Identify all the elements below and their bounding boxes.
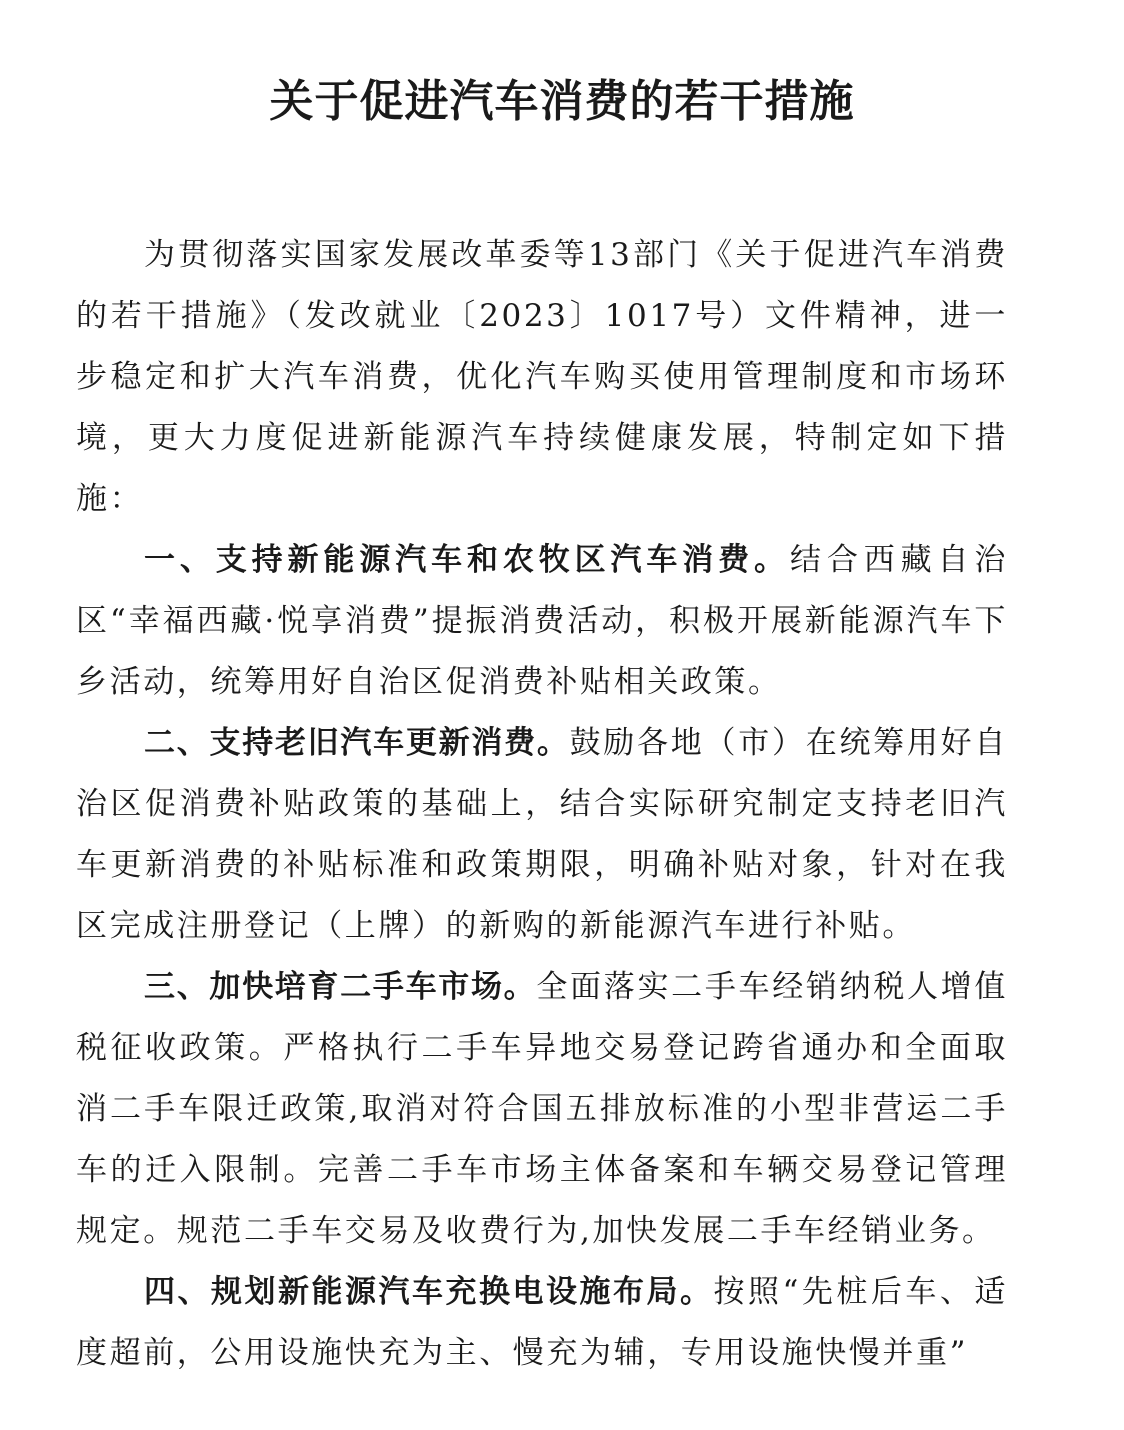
intro-paragraph: 为贯彻落实国家发展改革委等13部门《关于促进汽车消费的若干措施》（发改就业〔2023〕1017号）文件精神，进一步稳定和扩大汽车消费，优化汽车购买使用管理制度和市场环境，更大力度促进新能源汽车持续健康发展，特制定如下措施： xyxy=(76,237,1008,517)
section-1-heading: 一、支持新能源汽车和农牧区汽车消费。 xyxy=(144,542,790,578)
section-3-text: 全面落实二手车经销纳税人增值税征收政策。严格执行二手车异地交易登记跨省通办和全面取消二手车限迁政策,取消对符合国五排放标准的小型非营运二手车的迁入限制。完善二手车市场主体备案和车辆交易登记管理规定。规范二手车交易及收费行为,加快发展二手车经销业务。 xyxy=(76,969,1009,1249)
document-title: 关于促进汽车消费的若干措施 xyxy=(269,76,855,127)
section-4-text: 按照“先桩后车、适度超前，公用设施快充为主、慢充为辅，专用设施快慢并重” xyxy=(76,1274,1008,1371)
section-3-paragraph xyxy=(76,957,1008,1262)
section-1-paragraph xyxy=(76,530,1008,713)
section-2-paragraph xyxy=(76,713,1008,957)
section-4-heading: 四、规划新能源汽车充换电设施布局。 xyxy=(144,1274,714,1310)
section-4-paragraph xyxy=(76,1262,1008,1384)
section-1-text: 结合西藏自治区“幸福西藏·悦享消费”提振消费活动，积极开展新能源汽车下乡活动，统筹用好自治区促消费补贴相关政策。 xyxy=(76,542,1008,700)
document-body xyxy=(76,225,1008,1384)
section-2-heading: 二、支持老旧汽车更新消费。 xyxy=(144,725,570,761)
section-3-heading: 三、加快培育二手车市场。 xyxy=(144,969,537,1005)
section-2-text: 鼓励各地（市）在统筹用好自治区促消费补贴政策的基础上，结合实际研究制定支持老旧汽车更新消费的补贴标准和政策期限，明确补贴对象，针对在我区完成注册登记（上牌）的新购的新能源汽车进行补贴。 xyxy=(76,725,1008,944)
